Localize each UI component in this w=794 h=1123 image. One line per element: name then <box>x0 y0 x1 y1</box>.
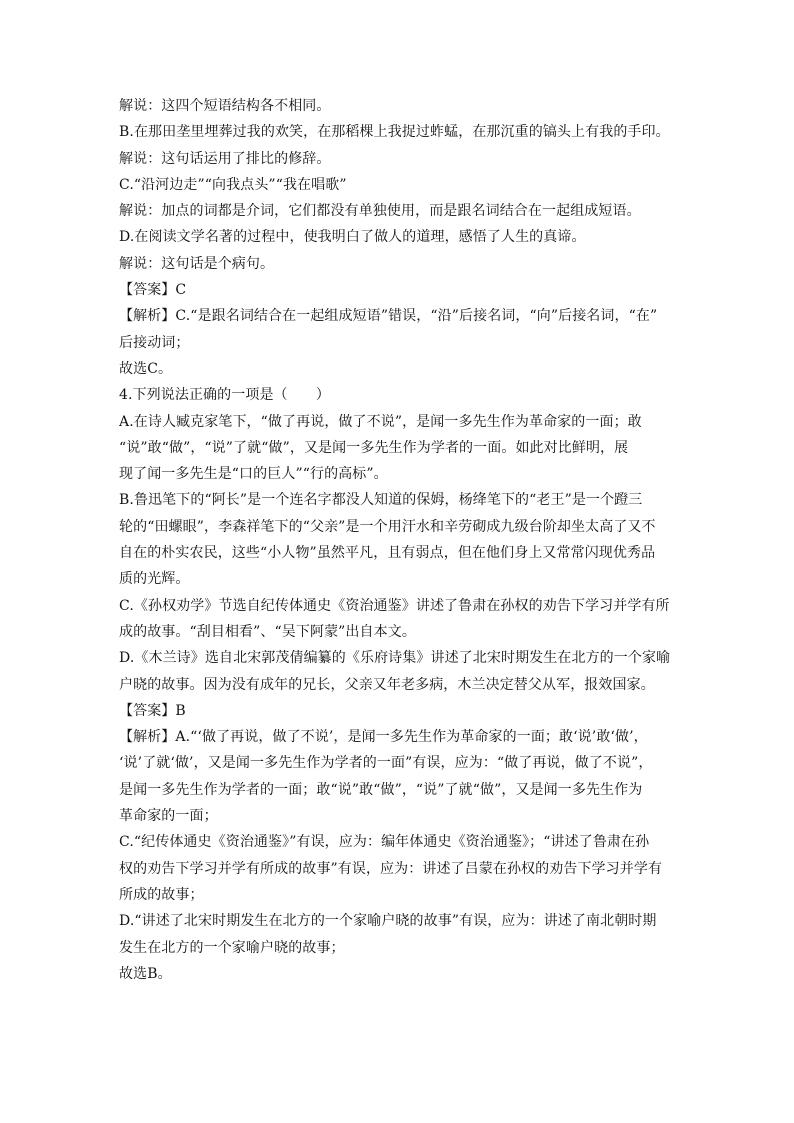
text-line: D.在阅读文学名著的过程中，使我明白了做人的道理，感悟了人生的真谛。 <box>119 229 586 246</box>
document-body <box>119 93 679 987</box>
option-c: 成的故事。“刮目相看”、“吴下阿蒙”出自本文。 <box>119 623 416 640</box>
analysis-text: 权的劝告下学习并学有所成的故事”有误，应为：讲述了吕蒙在孙权的劝告下学习并学有 <box>119 860 663 877</box>
option-d: D.《木兰诗》选自北宋郭茂倩编纂的《乐府诗集》讲述了北宋时期发生在北方的一个家喻 <box>119 650 671 667</box>
text-line: 解说：这句话运用了排比的修辞。 <box>119 150 331 167</box>
option-b: 质的光辉。 <box>119 571 190 588</box>
text-line: 解说：这四个短语结构各不相同。 <box>119 98 331 114</box>
answer-label: 【答案】B <box>119 702 186 719</box>
question-title: 4.下列说法正确的一项是（ ） <box>119 387 330 404</box>
analysis-text: D.“讲述了北宋时期发生在北方的一个家喻户晓的故事”有误，应为：讲述了南北朝时期 <box>119 913 657 930</box>
final-choice: 故选C。 <box>119 360 173 377</box>
final-choice: 故选B。 <box>119 965 172 982</box>
analysis-text: 所成的故事； <box>119 886 204 903</box>
analysis-text: ‘说’了就‘做’，又是闻一多先生作为学者的一面”有误，应为：“做了再说，做了不说”， <box>119 755 653 772</box>
option-b: B.鲁迅笔下的“阿长”是一个连名字都没人知道的保姆，杨绛笔下的“老王”是一个蹬三 <box>119 492 643 509</box>
analysis-text: 后接动词； <box>119 334 190 351</box>
option-d: 户晓的故事。因为没有成年的兄长，父亲又年老多病，木兰决定替父从军，报效国家。 <box>119 676 655 693</box>
analysis-text: 革命家的一面； <box>119 808 218 825</box>
answer-label: 【答案】C <box>119 282 187 299</box>
analysis-text: 【解析】C.“是跟名词结合在一起组成短语”错误，“沿”后接名词，“向”后接名词，“在” <box>119 308 658 325</box>
option-b: 轮的“田螺眼”，李森祥笔下的“父亲”是一个用汗水和辛劳砌成九级台阶却坐太高了又不 <box>119 518 656 535</box>
text-line: B.在那田垄里埋葬过我的欢笑，在那稻棵上我捉过蚱蜢，在那沉重的镐头上有我的手印。 <box>119 124 670 141</box>
text-line: C.“沿河边走”“向我点头”“我在唱歌” <box>119 176 347 193</box>
text-line: 解说：这句话是个病句。 <box>119 255 275 272</box>
option-c: C.《孙权劝学》节选自纪传体通史《资治通鉴》讲述了鲁肃在孙权的劝告下学习并学有所 <box>119 597 670 614</box>
option-a: 现了闻一多先生是“口的巨人”“行的高标”。 <box>119 466 388 483</box>
text-line: 解说：加点的词都是介词，它们都没有单独使用，而是跟名词结合在一起组成短语。 <box>119 203 641 220</box>
analysis-text: 发生在北方的一个家喻户晓的故事； <box>119 939 345 956</box>
analysis-text: C.“纪传体通史《资治通鉴》”有误，应为：编年体通史《资治通鉴》；“讲述了鲁肃在孙 <box>119 834 650 851</box>
analysis-text: 是闻一多先生作为学者的一面；敢“说”敢“做”，“说”了就“做”，又是闻一多先生作为 <box>119 781 643 798</box>
option-b: 自在的朴实农民，这些“小人物”虽然平凡，且有弱点，但在他们身上又常常闪现优秀品 <box>119 545 656 562</box>
analysis-text: 【解析】A.“‘做了再说，做了不说’，是闻一多先生作为革命家的一面；敢‘说’敢‘做’， <box>119 729 648 746</box>
option-a: “说”敢“做”，“说”了就“做”，又是闻一多先生作为学者的一面。如此对比鲜明，展 <box>119 439 629 456</box>
option-a: A.在诗人臧克家笔下，“做了再说，做了不说”，是闻一多先生作为革命家的一面；敢 <box>119 413 642 430</box>
